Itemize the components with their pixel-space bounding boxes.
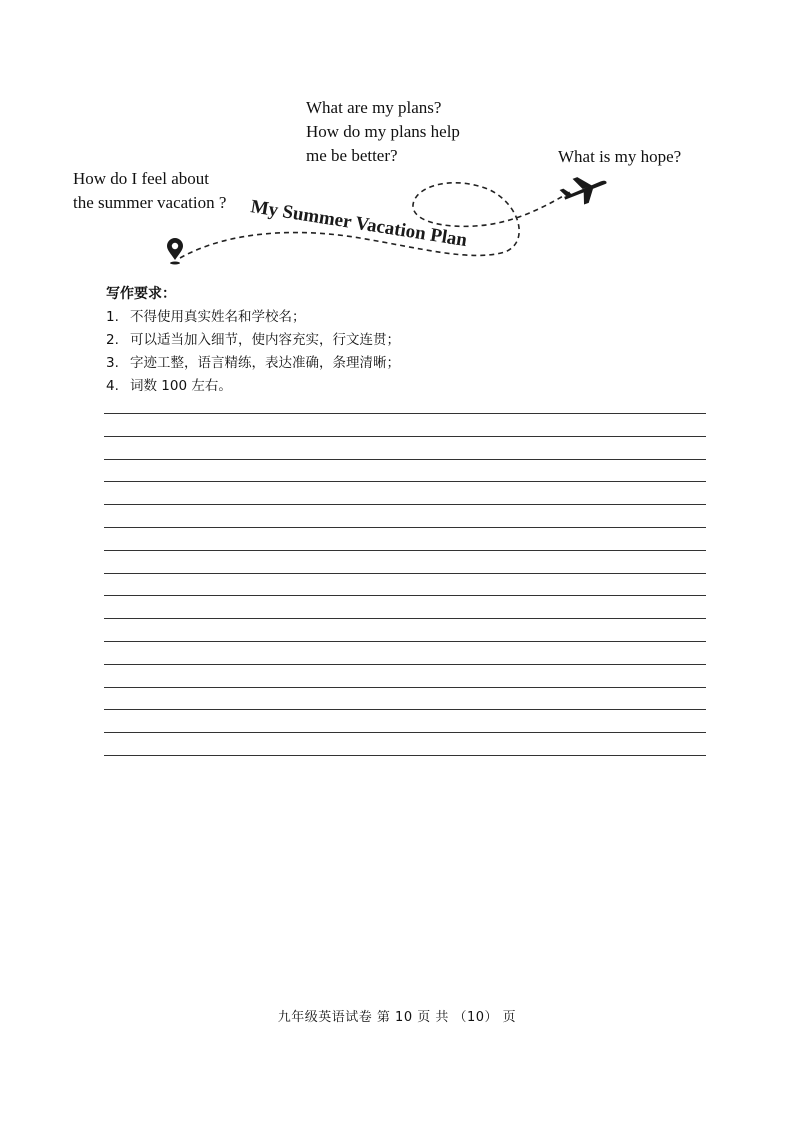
requirement-text: 词数 100 左右。 — [130, 378, 232, 394]
prompt-plans-line-1: What are my plans? — [306, 98, 442, 117]
requirement-number: 3. — [106, 355, 119, 371]
writing-line[interactable] — [104, 528, 706, 551]
requirement-item — [106, 306, 400, 329]
location-pin-icon — [167, 238, 183, 265]
requirement-number: 4. — [106, 378, 119, 394]
requirement-text: 不得使用真实姓名和学校名； — [130, 309, 306, 325]
writing-line[interactable] — [104, 437, 706, 460]
writing-requirements — [106, 283, 400, 398]
writing-line[interactable] — [104, 619, 706, 642]
writing-line[interactable] — [104, 505, 706, 528]
requirements-heading: 写作要求： — [106, 286, 176, 302]
airplane-icon — [558, 168, 612, 210]
requirement-item — [106, 352, 400, 375]
writing-line[interactable] — [104, 574, 706, 597]
writing-line[interactable] — [104, 710, 706, 733]
requirement-text: 可以适当加入细节，使内容充实，行文连贯； — [130, 332, 400, 348]
writing-line[interactable] — [104, 665, 706, 688]
requirement-number: 2. — [106, 332, 119, 348]
travel-route-graphic — [0, 0, 794, 300]
requirement-number: 1. — [106, 309, 119, 325]
prompt-feel-line-2: the summer vacation ? — [73, 193, 227, 212]
requirement-item — [106, 329, 400, 352]
writing-line[interactable] — [104, 460, 706, 483]
page-footer: 九年级英语试卷 第 10 页 共 （10） 页 — [277, 1010, 517, 1025]
banner-title: My Summer Vacation Plan — [249, 196, 469, 252]
prompt-feel-line-1: How do I feel about — [73, 169, 209, 188]
writing-line[interactable] — [104, 688, 706, 711]
writing-line[interactable] — [104, 733, 706, 756]
requirement-item — [106, 375, 400, 398]
writing-line[interactable] — [104, 551, 706, 574]
prompt-plans-line-2: How do my plans help — [306, 122, 460, 141]
requirement-text: 字迹工整，语言精练，表达准确，条理清晰； — [130, 355, 400, 371]
writing-line[interactable] — [104, 596, 706, 619]
writing-line[interactable] — [104, 642, 706, 665]
prompt-hope: What is my hope? — [558, 147, 682, 166]
prompt-plans-line-3: me be better? — [306, 146, 398, 165]
writing-line[interactable] — [104, 414, 706, 437]
writing-area[interactable] — [104, 413, 706, 756]
writing-line[interactable] — [104, 482, 706, 505]
